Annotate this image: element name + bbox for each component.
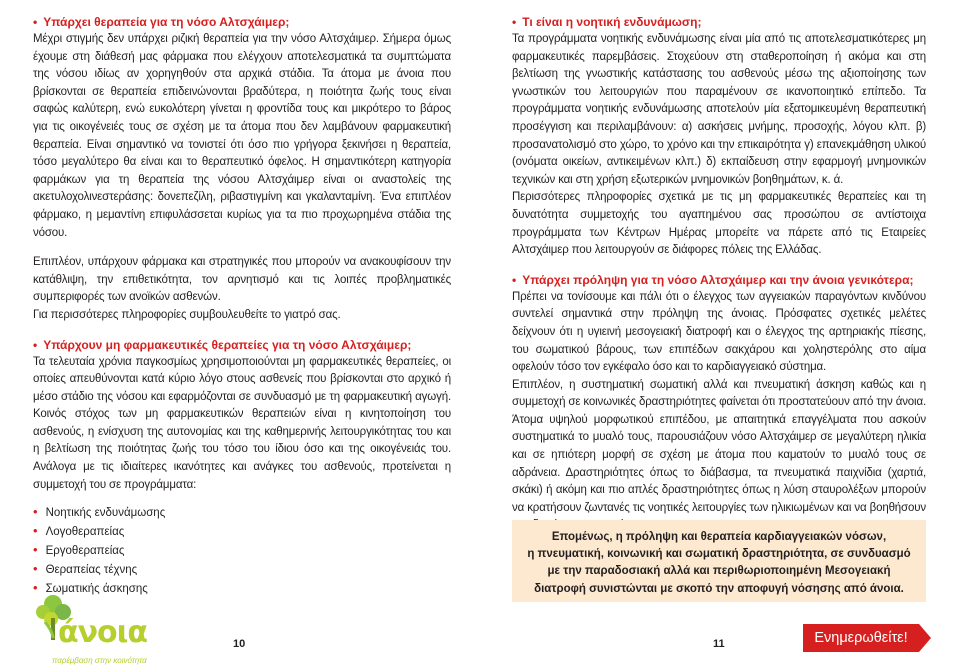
section-heading-nonpharma [33, 337, 451, 354]
list-item [33, 560, 451, 579]
paragraph-advice: Για περισσότερες πληροφορίες συμβουλευθείτε το γιατρό σας. [33, 308, 341, 321]
bullet-icon: • [33, 580, 38, 596]
bullet-icon: • [512, 272, 517, 287]
right-column [512, 14, 926, 535]
spacer [33, 325, 451, 337]
callout-line: με την παραδοσιακή αλλά και περιθωριοποιημένη Μεσογειακή [547, 565, 891, 578]
logo-wordmark: άνοια [58, 615, 147, 650]
page-number-left: 10 [233, 638, 246, 650]
heading-text: Υπάρχει θεραπεία για τη νόσο Αλτσχάιμερ; [43, 15, 290, 29]
paragraph-activity: Επιπλέον, η συστηματική σωματική αλλά και πνευματική άσκηση καθώς και η συμμετοχή σε κοινωνικές δραστηριότητες φαίνεται ότι προστατεύουν από την άνοια. Άτομα υψηλού μορφωτικού επιπέδου, με απαιτητικά επαγγέλματα που ασκούν συστηματικά το μυαλό τους, παρουσιάζουν νόσο Αλτσχάιμερ σε μεγαλύτερη ηλικία και σε ηπιότερη μορφή σε σχέση με άτομα που καματούν το μυαλό τους σε αδράνεια. Δραστηριότητες όπως το διάβασμα, τα πνευματικά παιχνίδια (χαρτιά, σκάκι) ή ακόμη και πιο απλές δραστηριότητες όπως η λύση σταυρολέξων μπορούν να κρατήσουν ζωντανές τις νοητικές λειτουργίες των ηλικιωμένων και να βοηθήσουν [512, 378, 926, 514]
heading-text: Υπάρχουν μη φαρμακευτικές θεραπείες για τη νόσο Αλτσχάιμερ; [43, 337, 412, 352]
section-heading-treatment [33, 14, 451, 31]
paragraph-treatment: Μέχρι στιγμής δεν υπάρχει ριζική θεραπεία για την νόσο Αλτσχάιμερ. Σήμερα όμως έχουμε στη διάθεσή μας φάρμακα που ελέγχουν αποτελεσματικά τα συμπτώματα της νόσου ιδίως αν χορηγηθούν στα αρχικά στάδια. Τα άτομα με άνοια που βρίσκονται σε θεραπεία επιδεινώνονται βραδύτερα, η ποιότητα ζωής τους είναι σαφώς καλύτερη, ενώ ευκολότερη γίνεται η φροντίδα τους και μικρότερο το βάρος για τις οικογένειές τους σε σχέση με τα άτομα που δεν λαμβάνουν φαρμακευτική θεραπεία. Είναι σημαντικό να τονιστεί ότι όσο πιο γρήγορα ξεκινήσει η θεραπεία, τόσο μεγαλύτερο θα είναι και το θεραπευτικό όφελος. Η σημαντικότερη κατηγορία φαρμάκων για τη θεραπεία της νόσου Αλτσχάιμερ είναι οι αναστολείς της ακετυλοχολινεστεράσης: δονεπεζίλη, ριβαστιγμίνη και γκαλανταμίνη. Ένα επιπλέον φάρμακο, η μεμαντίνη επιφυλάσσεται κυρίως για τα πιο προχωρημένα στάδια της νόσου. [33, 33, 451, 239]
summary-callout [512, 520, 926, 602]
bullet-icon: • [33, 523, 38, 539]
section-heading-prevention [512, 272, 926, 289]
spacer [33, 494, 451, 503]
list-item-text: Νοητικής ενδυνάμωσης [45, 507, 166, 520]
callout-line: διατροφή συνιστώνται με σκοπό την αποφυγή νόσησης από άνοια. [534, 582, 904, 595]
list-item [33, 522, 451, 541]
callout-line: Επομένως, η πρόληψη και θεραπεία καρδιαγγειακών νόσων, [551, 531, 887, 543]
list-item-text: Σωματικής άσκησης [45, 583, 148, 596]
paragraph-symptoms: Επιπλέον, υπάρχουν φάρμακα και στρατηγικές που μπορούν να ανακουφίσουν την κατάθλιψη, την επιθετικότητα, τον αρνητισμό και τις λοιπές προβληματικές συμπεριφορές των ανοϊκών ασθενών. [33, 256, 451, 304]
bullet-icon: • [512, 15, 517, 29]
paragraph-nonpharma: Τα τελευταία χρόνια παγκοσμίως χρησιμοποιούνται μη φαρμακευτικές θεραπείες, οι οποίες απευθύνονται κατά κύριο λόγο στους ασθενείς που βρίσκονται στο αρχικό ή μέσο στάδιο της νόσου και εφαρμόζονται σε συνδυασμό με τη φαρμακευτική αγωγή. Κοινός στόχος των μη φαρμακευτικών θεραπειών είναι η κινητοποίηση του ασθενούς, η ενίσχυση της αυτονομίας και της καθημερινής λειτουργικότητας του και η βελτίωση της ποιότητας ζωής του τόσο του ίδιου όσο και της οικογένειάς του. Ανάλογα με τις ιδιαίτερες ικανότητες και ανάγκες του ασθενούς, προτείνεται η συμμετοχή του σε προγράμματα: [33, 355, 451, 491]
paragraph-cognitive: Τα προγράμματα νοητικής ενδυνάμωσης είναι μία από τις αποτελεσματικότερες μη φαρμακευτικές παρεμβάσεις. Στοχεύουν στη σταθεροποίηση ή ακόμα και στη βελτίωση της γνωστικής κατάστασης του ασθενούς μέσω της αξιοποίησης των γνωστικών του λειτουργιών που παραμένουν σε ικανοποιητικό επίπεδο. Τα προγράμματα νοητικής ενδυνάμωσης αποτελούν μία εξατομικευμένη θεραπευτική προσέγγιση και περιλαμβάνουν: α) ασκήσεις μνήμης, προσοχής, λόγου κλπ. β) προσανατολισμό στο χώρο, το χρόνο και την επικαιρότητα γ) επανεκμάθηση υλικού (ονόματα οικείων, αντικειμένων κλπ.) δ) εκπαίδευση στην εφαρμογή μνημονικών τεχνικών και στη χρήση εξωτερικών μνημονικών βοηθημάτων, κ. ά. [512, 33, 926, 186]
spacer [33, 242, 451, 254]
list-item [33, 503, 451, 522]
callout-line: η πνευματική, κοινωνική και σωματική δραστηριότητα, σε συνδυασμό [527, 548, 911, 561]
heading-text: Τι είναι η νοητική ενδυνάμωση; [522, 15, 702, 29]
logo-tagline: παρέμβαση στην κοινότητα [52, 656, 147, 665]
program-list [33, 503, 451, 598]
bullet-icon: • [33, 15, 38, 29]
page-number-right: 11 [713, 638, 725, 650]
bullet-icon: • [33, 542, 38, 558]
inform-badge: Ενημερωθείτε! [803, 624, 919, 652]
bullet-icon: • [33, 337, 38, 352]
bullet-icon: • [33, 504, 38, 520]
list-item-text: Θεραπείας τέχνης [45, 564, 138, 577]
list-item-text: Εργοθεραπείας [45, 545, 125, 558]
list-item-text: Λογοθεραπείας [45, 526, 125, 539]
section-heading-cognitive [512, 14, 926, 31]
paragraph-more-info: Περισσότερες πληροφορίες σχετικά με τις μη φαρμακευτικές θεραπείες και τη δυνατότητα συμμετοχής του αγαπημένου σας προσώπου σε αντίστοιχα προγράμματα των Κέντρων Ημέρας μπορείτε να πάρετε από τις Εταιρείες Αλτσχάιμερ που λειτουργούν σε διάφορες πόλεις της Ελλάδας. [512, 191, 926, 257]
paragraph-prevention: Πρέπει να τονίσουμε και πάλι ότι ο έλεγχος των αγγειακών παραγόντων κινδύνου συντελεί σημαντικά στην πρόληψη της άνοιας. Πρόσφατες σχετικές μελέτες δείχνουν ότι η υγιεινή μεσογειακή διατροφή και ο έλεγχος της αρτηριακής πίεσης, του σωματικού βάρους, των επιπέδων σακχάρου και χοληστερόλης στο αίμα οφελούν τόσο τον εγκέφαλο όσο και το καρδιαγγειακό σύστημα. [512, 290, 926, 374]
list-item [33, 541, 451, 560]
bullet-icon: • [33, 561, 38, 577]
heading-text: Υπάρχει πρόληψη για τη νόσο Αλτσχάιμερ και την άνοια γενικότερα; [522, 272, 914, 287]
spacer [512, 260, 926, 272]
left-column [33, 14, 451, 598]
